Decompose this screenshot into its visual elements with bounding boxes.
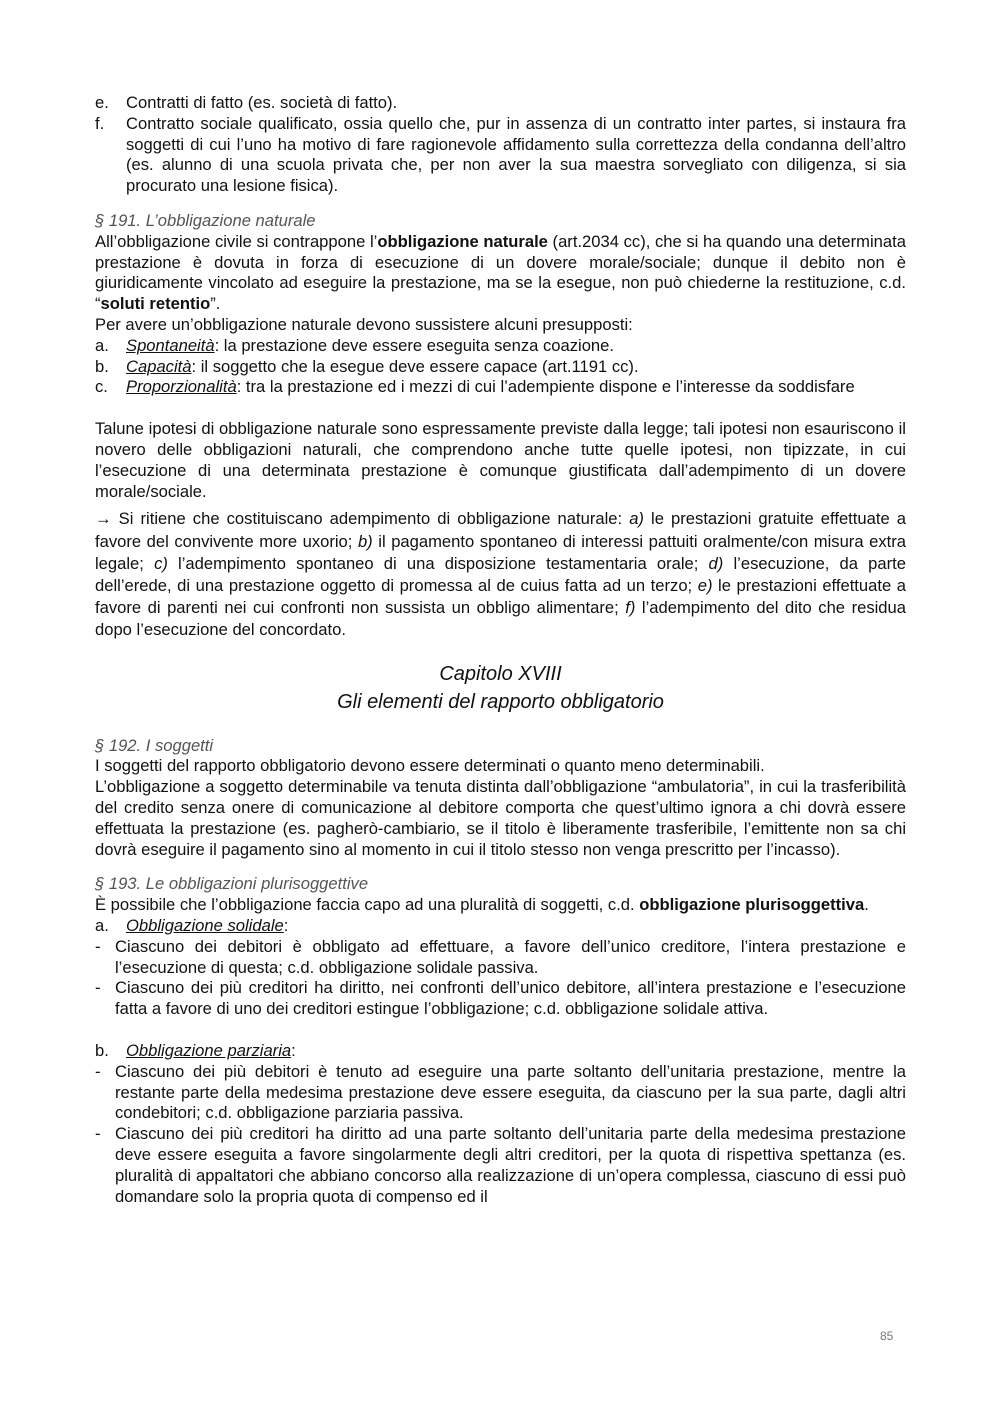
spacer [95, 1020, 906, 1041]
bullet-text: Ciascuno dei più creditori ha diritto, nei confronti dell’unico debitore, all’intera prestazione e l’esecuzione fatta a favore di uno dei creditori estingue l’obbligazione; c.d. obbligazione solidale attiva. [115, 978, 906, 1019]
chapter-title [95, 660, 906, 716]
paragraph-text: ”. [210, 294, 221, 314]
paragraph-examples [95, 508, 906, 641]
bullet-text: Ciascuno dei debitori è obbligato ad effettuare, a favore dell’unico creditore, l’intera prestazione e l’esecuzione di questa; c.d. obbligazione solidale passiva. [115, 936, 906, 977]
paragraph: L’obbligazione a soggetto determinabile va tenuta distinta dall’obbligazione “ambulatoria”, in cui la trasferibilità del credito senza onere di comunicazione al debitore comporta che quest’ultimo ignora a chi dovrà essere effettuata la prestazione (es. pagherò-cambiario, se il titolo è liberamente trasferibile, l’emittente non sa chi dovrà eseguire il pagamento sino al momento in cui il titolo stesso non venga prescritto per l’incasso). [95, 777, 906, 859]
bullet-marker: - [95, 936, 101, 956]
paragraph-text: → Si ritiene che costituiscano adempimento di obbligazione naturale: [95, 509, 630, 529]
example-letter: e) [697, 575, 713, 595]
list-item [95, 1041, 906, 1062]
list-item-label: Spontaneità [126, 335, 215, 355]
list-marker: e. [95, 93, 109, 112]
paragraph-text: All’obbligazione civile si contrappone l’ [95, 231, 378, 251]
bold-term: soluti retentio [100, 294, 211, 314]
list-item-label: Obbligazione solidale [126, 915, 284, 935]
section-heading-193: § 193. Le obbligazioni plurisoggettive [95, 874, 369, 894]
document-page [95, 93, 906, 1207]
list-item [95, 377, 906, 398]
list-item-text: : tra la prestazione ed i mezzi di cui l’adempiente dispone e l’interesse da soddisfare [236, 377, 855, 397]
list-marker: a. [95, 915, 109, 935]
paragraph-text: . [864, 895, 869, 915]
paragraph-text: le prestazioni effettuate a favore di parenti nei cui confronti non sussista un obbligo alimentare; [95, 575, 906, 618]
list-item-text: : il soggetto che la esegue deve essere capace (art.1191 cc). [191, 356, 639, 376]
paragraph-text: il pagamento spontaneo di interessi pattuiti oralmente/con misura extra legale; [95, 531, 906, 573]
paragraph: Talune ipotesi di obbligazione naturale sono espressamente previste dalla legge; tali ipotesi non esauriscono il novero delle obbligazioni naturali, che comprendono anche tutte quelle ipotesi, non tipizzate, in cui l’esecuzione di una determinata prestazione è comunque giustificata dall’adempimento di un dovere morale/sociale. [95, 419, 906, 501]
paragraph [95, 232, 906, 315]
bullet-marker: - [95, 1124, 101, 1144]
paragraph: I soggetti del rapporto obbligatorio devono essere determinati o quanto meno determinabili. [95, 756, 765, 776]
bullet-item [95, 1062, 906, 1124]
list-item [95, 93, 906, 114]
example-letter: b) [357, 531, 373, 551]
list-item-text: : [291, 1040, 296, 1060]
section-heading-192: § 192. I soggetti [95, 735, 214, 755]
paragraph [95, 895, 906, 916]
chapter-subtitle: Gli elementi del rapporto obbligatorio [337, 690, 664, 713]
page-number: 85 [880, 1329, 894, 1343]
paragraph-text: (art.2034 cc), che si ha quando una determinata prestazione è dovuta in forza di esecuzione di un dovere morale/sociale; dunque il debito non è giuridicamente vincolato ad eseguire la prestazione, ma se la esegue, non può chiederne la restituzione, c.d. “ [95, 231, 906, 314]
bullet-item [95, 937, 906, 979]
paragraph: Per avere un’obbligazione naturale devono sussistere alcuni presupposti: [95, 314, 633, 334]
bold-term: obbligazione plurisoggettiva [639, 895, 865, 915]
bold-term: obbligazione naturale [377, 231, 548, 251]
bullet-marker: - [95, 978, 101, 998]
section-heading-191: § 191. L’obbligazione naturale [95, 210, 316, 230]
list-marker: a. [95, 335, 109, 355]
list-item-text: Contratti di fatto (es. società di fatto). [126, 93, 398, 112]
bullet-text: Ciascuno dei più debitori è tenuto ad eseguire una parte soltanto dell’unitaria prestazione, mentre la restante parte della medesima prestazione deve essere eseguita, da ciascuno per la sua parte, dagli altri condebitori; c.d. obbligazione parziaria passiva. [115, 1061, 906, 1123]
paragraph-text: È possibile che l’obbligazione faccia capo ad una pluralità di soggetti, c.d. [95, 895, 640, 915]
list-marker: b. [95, 356, 109, 376]
list-item [95, 357, 906, 378]
list-marker: c. [95, 377, 108, 397]
paragraph-text: l’esecuzione, da parte dell’erede, di una prestazione oggetto di promessa al de cuius fatta ad un terzo; [95, 553, 906, 595]
list-item-text: Contratto sociale qualificato, ossia quello che, pur in assenza di un contratto inter partes, si instaura fra soggetti di cui l’uno ha motivo di fare ragionevole affidamento sulla correttezza della condanna dell’altro (es. alunno di una scuola privata che, per non aver la sua maestra sorvegliato con diligenza, si sia procurato una lesione fisica). [126, 113, 906, 196]
spacer [95, 398, 906, 419]
example-letter: c) [154, 553, 168, 573]
paragraph-text: le prestazioni gratuite effettuate a favore del convivente more uxorio; [95, 509, 906, 551]
example-letter: f) [625, 598, 636, 618]
example-letter: d) [708, 553, 724, 573]
list-item [95, 114, 906, 197]
bullet-item [95, 1124, 906, 1207]
list-marker: b. [95, 1040, 109, 1060]
list-marker: f. [95, 113, 105, 133]
list-item-label: Obbligazione parziaria [126, 1040, 292, 1060]
bullet-item [95, 978, 906, 1020]
chapter-number: Capitolo XVIII [439, 662, 562, 685]
bullet-text: Ciascuno dei più creditori ha diritto ad una parte soltanto dell’unitaria parte della medesima prestazione deve essere eseguita a favore singolarmente degli altri creditori, per la quota di rispettiva spettanza (es. pluralità di appaltatori che abbiano concorso alla realizzazione di un’opera complessa, ciascuno di essi può domandare solo la propria quota di compenso ed il [115, 1124, 906, 1206]
list-item-label: Capacità [126, 356, 192, 376]
example-letter: a) [629, 509, 644, 529]
list-item-label: Proporzionalità [126, 377, 237, 397]
paragraph-text: l’adempimento spontaneo di una disposizione testamentaria orale; [167, 553, 709, 573]
bullet-marker: - [95, 1061, 101, 1081]
list-item-text: : [283, 915, 289, 935]
paragraph-text: l’adempimento del dito che residua dopo l’esecuzione del concordato. [95, 598, 906, 640]
list-item-text: : la prestazione deve essere eseguita senza coazione. [214, 335, 615, 355]
list-item [95, 916, 906, 937]
list-item [95, 336, 906, 357]
